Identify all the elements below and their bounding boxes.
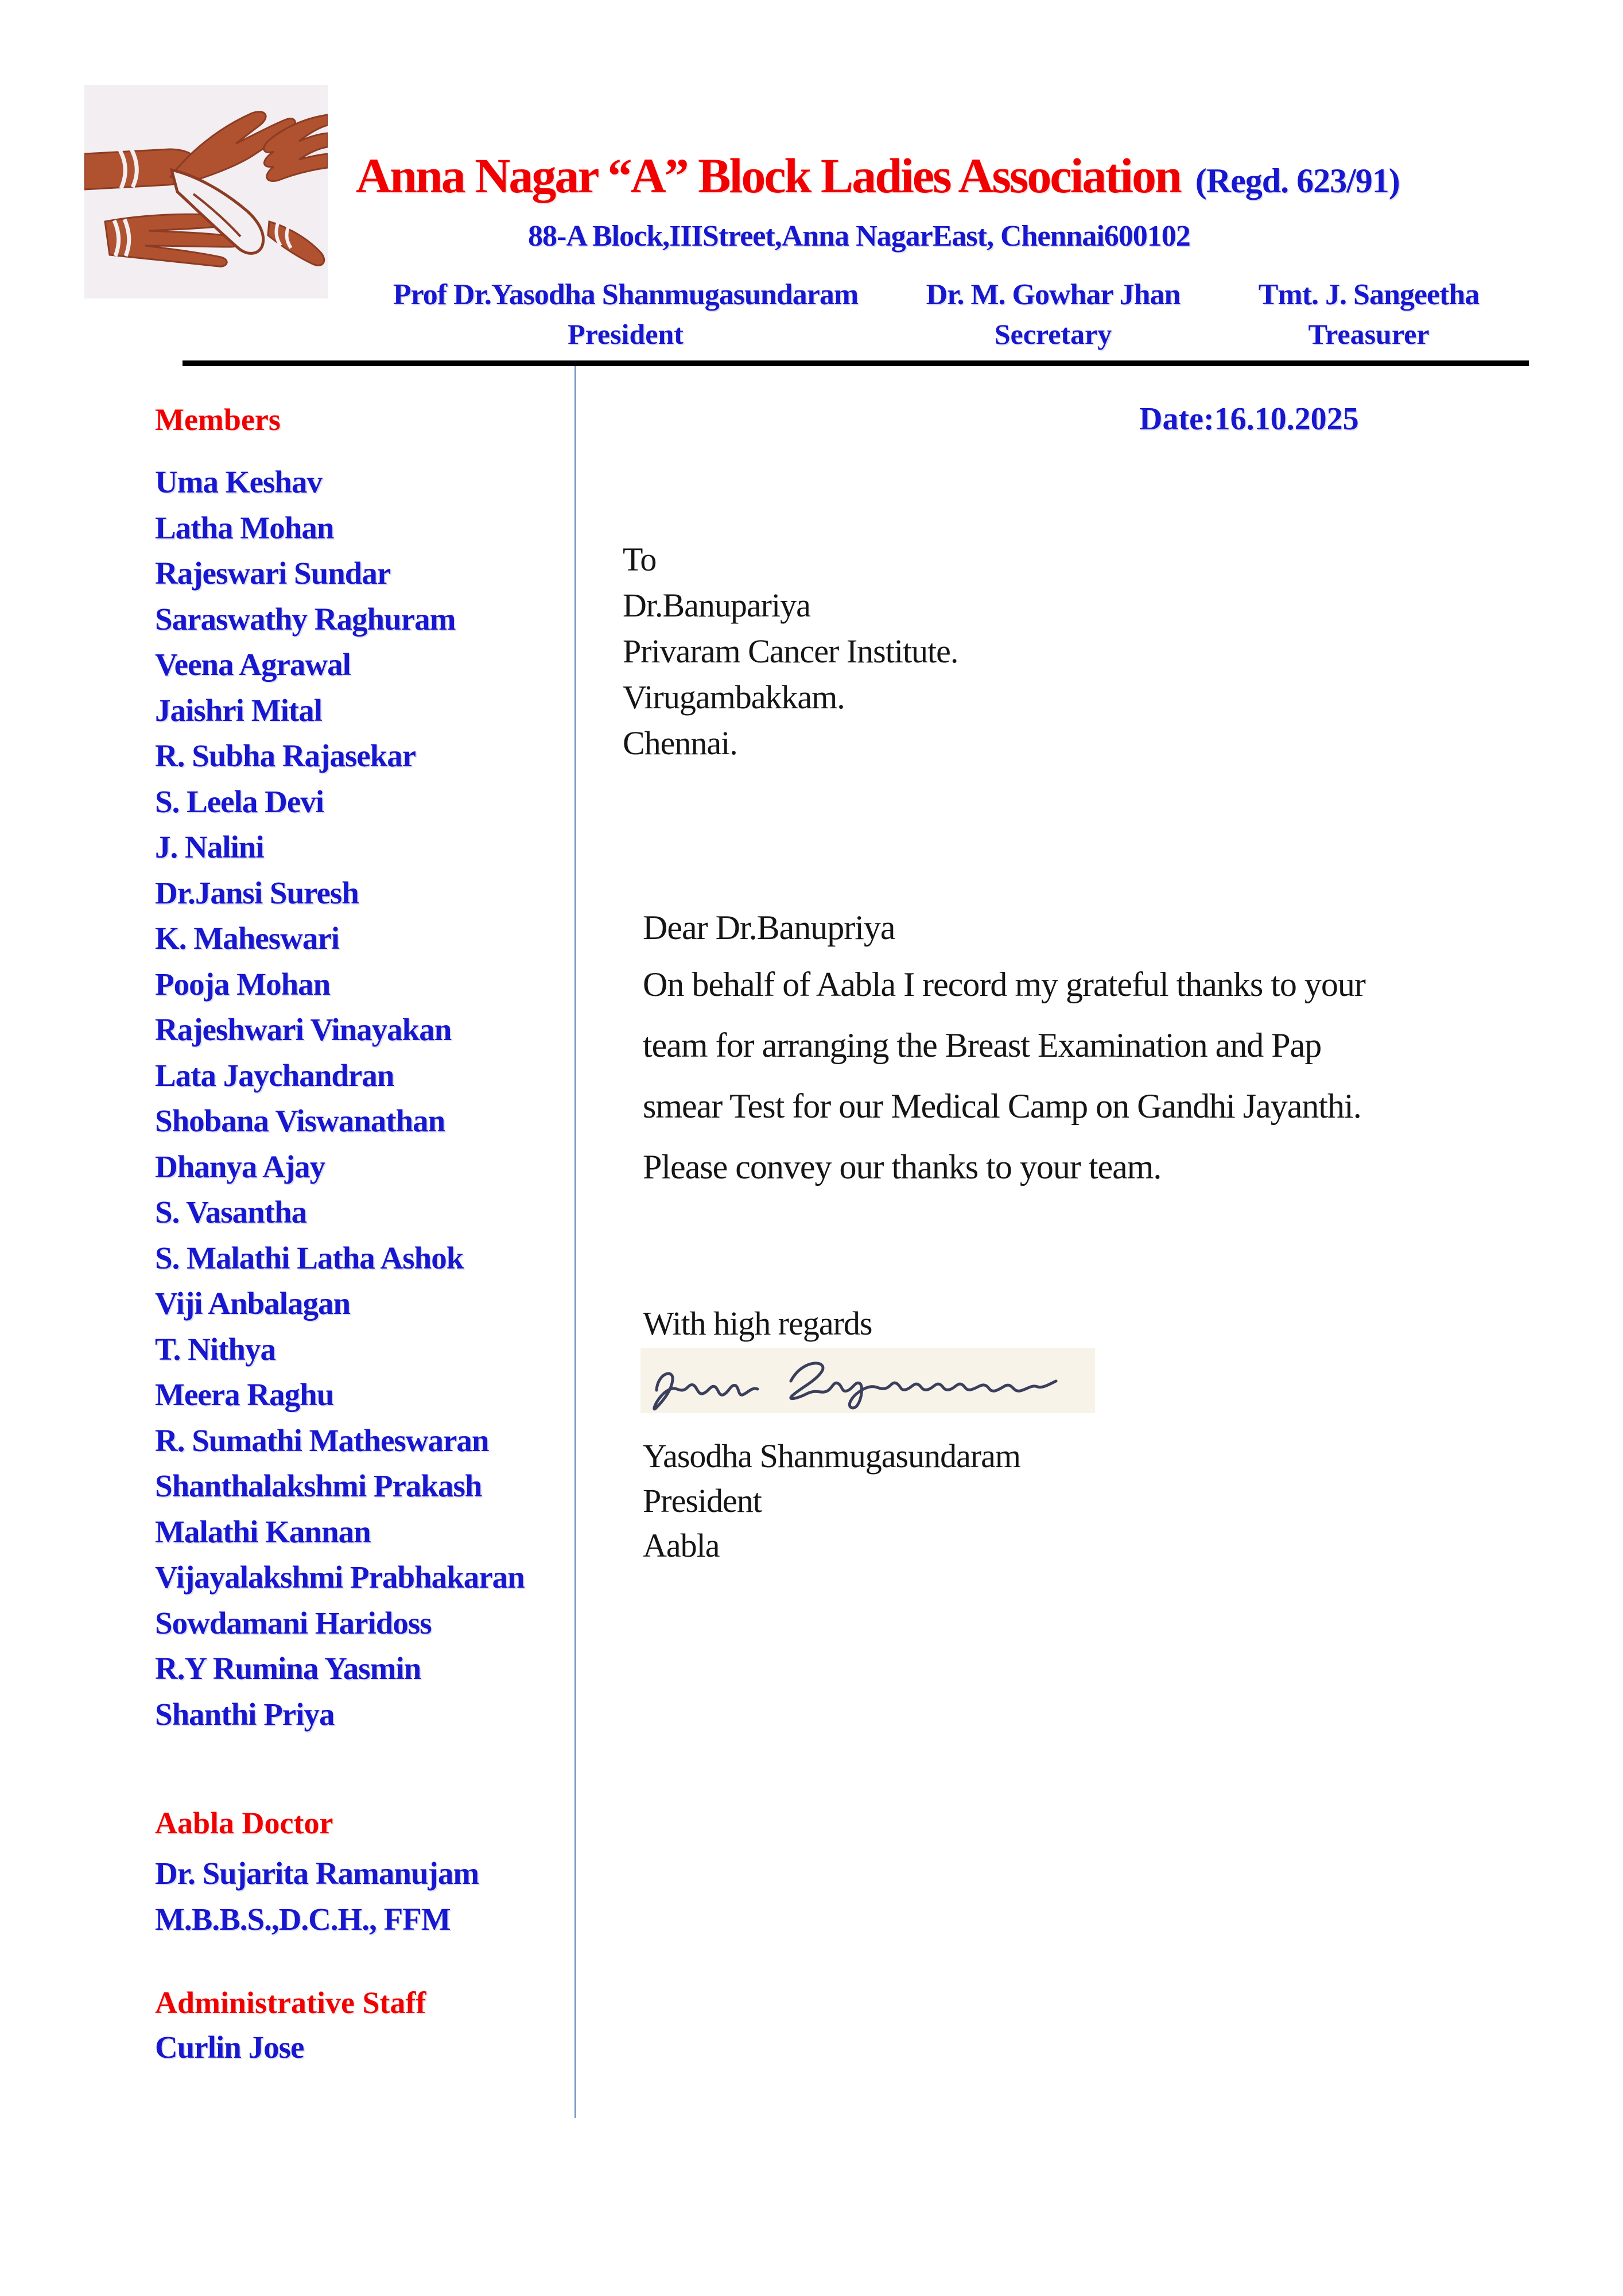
member-name: S. Vasantha <box>155 1194 307 1230</box>
member-name: S. Leela Devi <box>155 784 324 819</box>
signer-name: Yasodha Shanmugasundaram <box>643 1437 1020 1475</box>
member-name: R. Subha Rajasekar <box>155 738 416 773</box>
officer-name: Tmt. J. Sangeetha <box>1258 278 1480 311</box>
members-list <box>155 459 568 1737</box>
member-name: Malathi Kannan <box>155 1514 371 1549</box>
hands-logo <box>84 85 328 298</box>
administrative-staff-heading: Administrative Staff <box>155 1985 426 2020</box>
member-name: Saraswathy Raghuram <box>155 601 456 637</box>
header-rule <box>183 360 1529 366</box>
officer-treasurer <box>1208 278 1529 351</box>
member-name: Rajeswari Sundar <box>155 556 391 591</box>
signature-image <box>640 1348 1095 1413</box>
aabla-doctor-name: Dr. Sujarita Ramanujam <box>155 1856 479 1891</box>
body-line: On behalf of Aabla I record my grateful thanks to your <box>643 965 1365 1003</box>
member-name: S. Malathi Latha Ashok <box>155 1240 464 1275</box>
letter-date: Date:16.10.2025 <box>1139 401 1359 437</box>
member-name: Meera Raghu <box>155 1377 334 1412</box>
member-name: Shanthalakshmi Prakash <box>155 1468 482 1503</box>
closing-line: With high regards <box>643 1305 872 1342</box>
member-name: Shanthi Priya <box>155 1696 335 1732</box>
officer-role: Treasurer <box>1308 318 1430 350</box>
member-name: T. Nithya <box>155 1331 276 1367</box>
recipient-line: Privaram Cancer Institute. <box>623 633 958 670</box>
member-name: Rajeshwari Vinayakan <box>155 1012 452 1047</box>
officer-name: Dr. M. Gowhar Jhan <box>926 278 1181 311</box>
member-name: Sowdamani Haridoss <box>155 1605 432 1640</box>
column-divider <box>574 366 576 2118</box>
recipient-line: Chennai. <box>623 724 737 762</box>
officer-secretary <box>892 278 1214 351</box>
members-heading: Members <box>155 402 281 437</box>
member-name: Shobana Viswanathan <box>155 1103 445 1138</box>
officer-role: President <box>568 318 684 350</box>
member-name: Viji Anbalagan <box>155 1286 351 1321</box>
officer-president <box>350 278 901 351</box>
member-name: R.Y Rumina Yasmin <box>155 1651 421 1686</box>
signer-organization: Aabla <box>643 1527 720 1564</box>
recipient-line: Dr.Banupariya <box>623 587 810 624</box>
recipient-address <box>623 537 958 766</box>
member-name: K. Maheswari <box>155 921 340 956</box>
association-address: 88-A Block,IIIStreet,Anna NagarEast, Chennai600102 <box>528 220 1190 253</box>
member-name: Vijayalakshmi Prabhakaran <box>155 1560 525 1595</box>
body-line: team for arranging the Breast Examination and Pap <box>643 1026 1322 1064</box>
member-name: J. Nalini <box>155 829 264 864</box>
member-name: Veena Agrawal <box>155 647 351 682</box>
officer-name: Prof Dr.Yasodha Shanmugasundaram <box>393 278 859 311</box>
association-title: Anna Nagar “A” Block Ladies Association <box>356 148 1181 203</box>
association-regd-number: (Regd. 623/91) <box>1195 162 1400 200</box>
member-name: Lata Jaychandran <box>155 1057 394 1093</box>
member-name: Dhanya Ajay <box>155 1149 325 1184</box>
aabla-doctor-heading: Aabla Doctor <box>155 1806 333 1840</box>
member-name: Dr.Jansi Suresh <box>155 875 359 910</box>
letter-body <box>643 954 1584 1197</box>
member-name: Uma Keshav <box>155 464 322 499</box>
signer-block <box>643 1434 1020 1568</box>
header-title-row <box>356 147 1538 204</box>
salutation: Dear Dr.Banupriya <box>643 909 895 947</box>
body-line: Please convey our thanks to your team. <box>643 1148 1162 1186</box>
recipient-line: To <box>623 541 657 578</box>
member-name: Pooja Mohan <box>155 966 331 1002</box>
body-line: smear Test for our Medical Camp on Gandhi Jayanthi. <box>643 1087 1361 1125</box>
member-name: Latha Mohan <box>155 510 334 545</box>
recipient-line: Virugambakkam. <box>623 678 845 716</box>
aabla-doctor-qualification: M.B.B.S.,D.C.H., FFM <box>155 1902 451 1937</box>
officer-role: Secretary <box>994 318 1112 350</box>
administrative-staff-name: Curlin Jose <box>155 2030 304 2065</box>
signer-title: President <box>643 1482 762 1519</box>
member-name: Jaishri Mital <box>155 692 323 728</box>
member-name: R. Sumathi Matheswaran <box>155 1422 489 1458</box>
